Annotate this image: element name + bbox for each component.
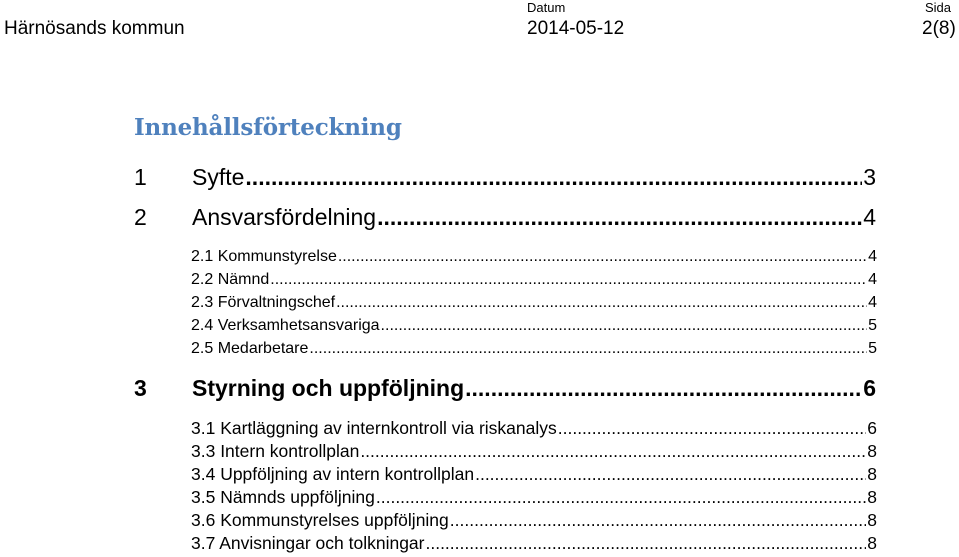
toc-subentry[interactable] <box>191 248 877 266</box>
toc-entry-ansvarsfordelning[interactable] <box>134 204 876 231</box>
toc-subentry[interactable] <box>191 510 877 531</box>
toc-subentry-label: 3.6 Kommunstyrelses uppföljning <box>191 510 449 530</box>
toc-entry-syfte[interactable] <box>134 164 876 191</box>
toc-subentry[interactable] <box>191 487 877 508</box>
toc-entry-page: 4 <box>863 204 876 230</box>
toc-dot-leader <box>558 418 867 439</box>
page-label: Sida <box>925 0 952 15</box>
toc-subentry[interactable] <box>191 418 877 439</box>
toc-title: Innehållsförteckning <box>134 114 402 141</box>
toc-dot-leader <box>245 164 862 191</box>
toc-subentry[interactable] <box>191 340 877 358</box>
toc-subentry-page: 5 <box>868 340 877 357</box>
toc-dot-leader <box>465 375 862 402</box>
toc-entry-label: Ansvarsfördelning <box>192 204 377 230</box>
toc-entry-number: 1 <box>134 164 147 190</box>
toc-entry-number: 3 <box>134 375 147 401</box>
toc-dot-leader <box>381 317 868 335</box>
toc-dot-leader <box>475 464 866 485</box>
toc-dot-leader <box>270 271 867 289</box>
toc-entry-page: 6 <box>863 375 876 401</box>
toc-subentry[interactable] <box>191 533 877 554</box>
toc-dot-leader <box>338 248 867 266</box>
toc-subentry-label: 3.5 Nämnds uppföljning <box>191 487 375 507</box>
toc-subentry-page: 5 <box>868 317 877 334</box>
toc-subentry-label: 2.4 Verksamhetsansvariga <box>191 317 380 334</box>
toc-subentry[interactable] <box>191 317 877 335</box>
toc-subentry-label: 3.3 Intern kontrollplan <box>191 441 360 461</box>
toc-dot-leader <box>450 510 866 531</box>
toc-subentry-label: 3.4 Uppföljning av intern kontrollplan <box>191 464 475 484</box>
document-date: 2014-05-12 <box>527 18 625 39</box>
toc-entry-label: Syfte <box>192 164 245 190</box>
toc-entry-number: 2 <box>134 204 147 230</box>
toc-subentry-page: 8 <box>867 464 877 484</box>
toc-dot-leader <box>336 294 867 312</box>
toc-dot-leader <box>360 441 866 462</box>
toc-subentry[interactable] <box>191 294 877 312</box>
toc-subentry-page: 8 <box>867 533 877 553</box>
toc-subentry-page: 6 <box>867 418 877 438</box>
toc-subentry[interactable] <box>191 441 877 462</box>
toc-subentry-page: 8 <box>867 441 877 461</box>
toc-subentry-page: 8 <box>867 487 877 507</box>
toc-subentry-page: 4 <box>868 248 877 265</box>
toc-subentry-page: 4 <box>868 271 877 288</box>
toc-dot-leader <box>376 487 866 508</box>
toc-entry-styrning[interactable] <box>134 375 876 402</box>
toc-dot-leader <box>309 340 867 358</box>
toc-subentry-label: 2.2 Nämnd <box>191 271 270 288</box>
toc-subentry-page: 8 <box>867 510 877 530</box>
organization-name: Härnösands kommun <box>4 18 185 39</box>
toc-subentry-label: 3.1 Kartläggning av internkontroll via riskanalys <box>191 418 557 438</box>
toc-subentry[interactable] <box>191 464 877 485</box>
toc-entry-page: 3 <box>863 164 876 190</box>
page-number: 2(8) <box>922 18 956 39</box>
toc-subentry-page: 4 <box>868 294 877 311</box>
toc-dot-leader <box>425 533 866 554</box>
toc-subentry-label: 2.1 Kommunstyrelse <box>191 248 337 265</box>
toc-subentry[interactable] <box>191 271 877 289</box>
toc-subentry-label: 2.3 Förvaltningschef <box>191 294 336 311</box>
date-label: Datum <box>527 0 566 15</box>
toc-entry-label: Styrning och uppföljning <box>192 375 465 401</box>
toc-dot-leader <box>377 204 862 231</box>
toc-subentry-label: 2.5 Medarbetare <box>191 340 309 357</box>
toc-subentry-label: 3.7 Anvisningar och tolkningar <box>191 533 425 553</box>
